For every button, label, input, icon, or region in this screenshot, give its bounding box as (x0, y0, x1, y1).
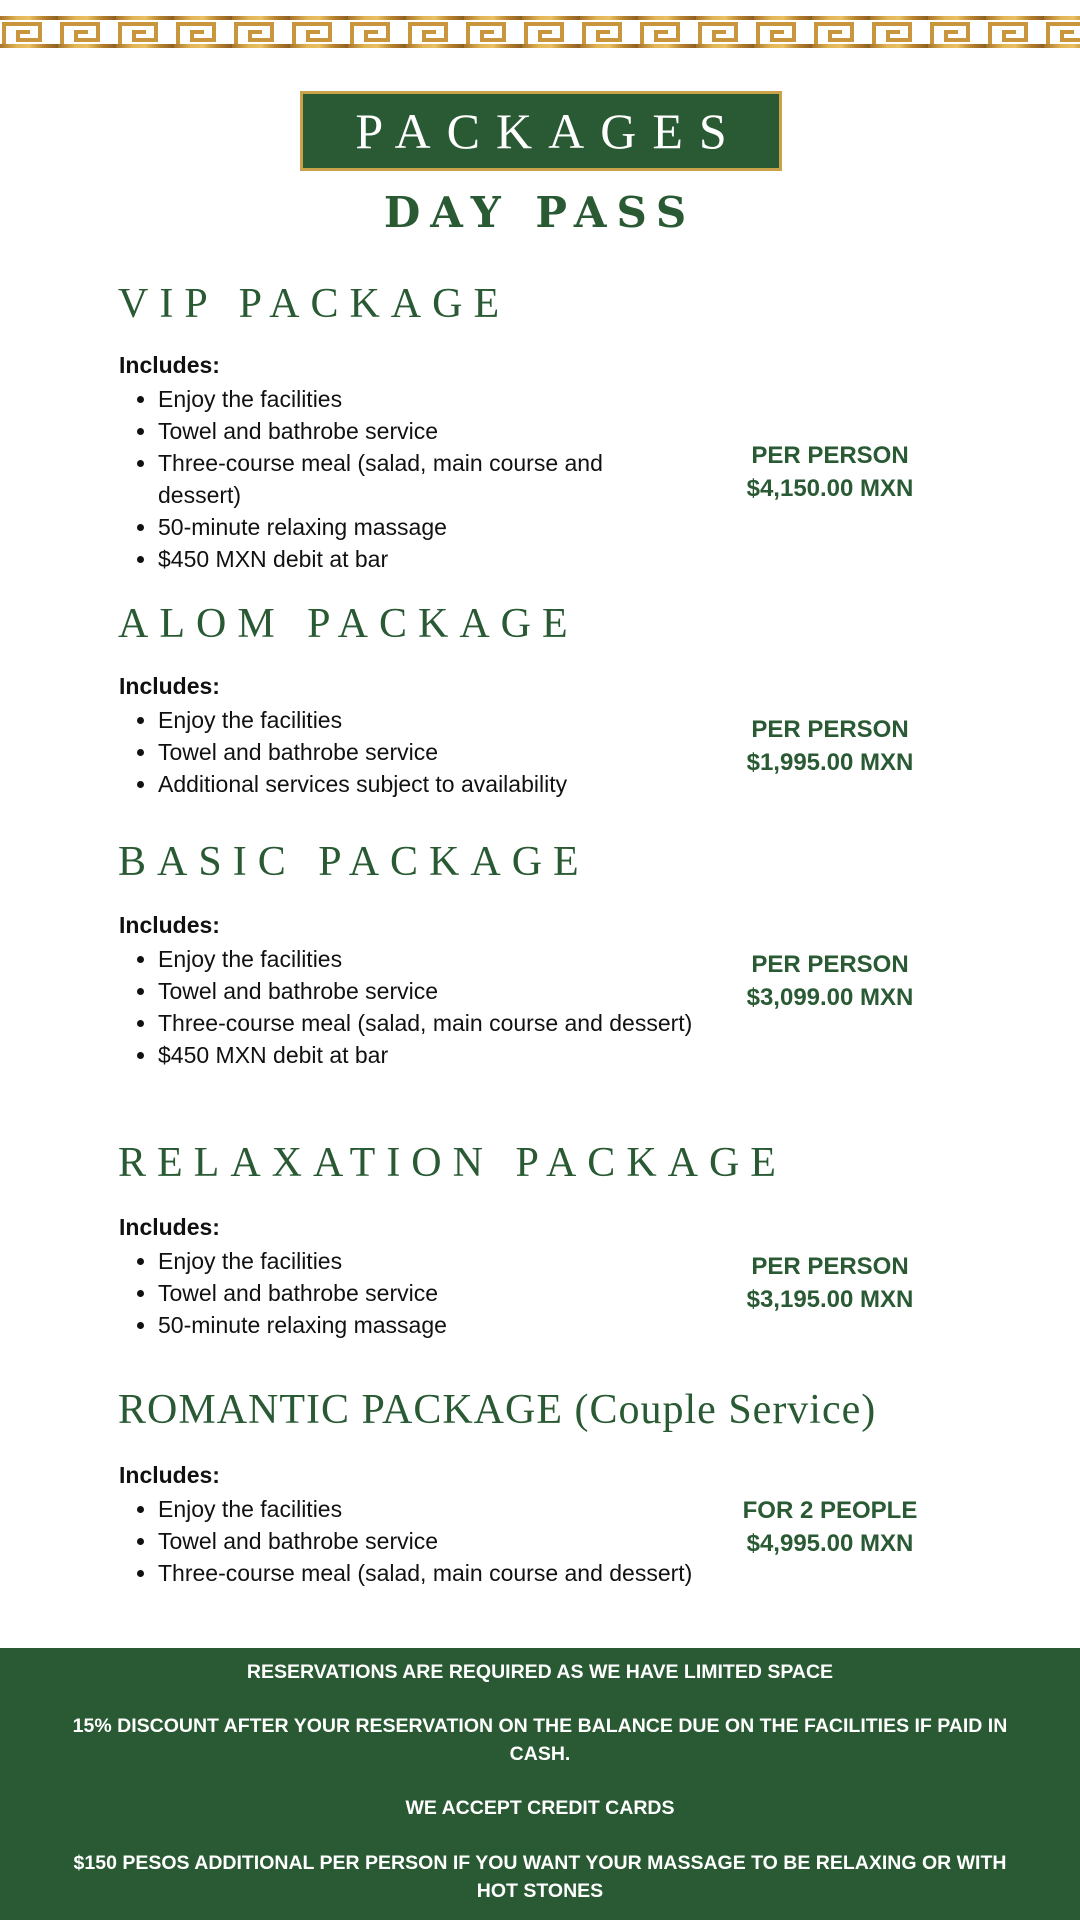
price-label: PER PERSON (751, 442, 909, 469)
price-value: $3,195.00 MXN (746, 1286, 914, 1313)
package-title-alom: ALOM PACKAGE (118, 601, 579, 647)
list-item: • Additional services subject to availability (158, 768, 718, 800)
package-items-basic (119, 943, 778, 1071)
price-block-basic (710, 948, 950, 1014)
includes-label: Includes: (119, 912, 220, 938)
price-value: $3,099.00 MXN (746, 984, 914, 1011)
price-block-vip (710, 439, 950, 505)
package-items-vip (119, 383, 678, 575)
includes-label: Includes: (119, 1214, 220, 1240)
list-item: • $450 MXN debit at bar (158, 1039, 778, 1071)
price-block-relaxation (710, 1250, 950, 1316)
list-item: • Enjoy the facilities (158, 1493, 778, 1525)
list-item: • Towel and bathrobe service (158, 415, 678, 447)
includes-label: Includes: (119, 352, 220, 378)
list-item: • Towel and bathrobe service (158, 736, 718, 768)
includes-label: Includes: (119, 673, 220, 699)
price-value: $4,150.00 MXN (746, 475, 914, 502)
package-items-relaxation (119, 1245, 718, 1341)
price-label: PER PERSON (751, 951, 909, 978)
list-item: • Enjoy the facilities (158, 1245, 718, 1277)
list-item: • Enjoy the facilities (158, 704, 718, 736)
price-label: FOR 2 PEOPLE (742, 1497, 918, 1524)
price-value: $1,995.00 MXN (746, 749, 914, 776)
package-items-romantic (119, 1493, 778, 1589)
package-items-alom (119, 704, 718, 800)
list-item: • Towel and bathrobe service (158, 1277, 718, 1309)
list-item: • Three-course meal (salad, main course and dessert) (158, 1557, 778, 1589)
list-item: • Three-course meal (salad, main course and dessert) (158, 447, 678, 511)
package-title-basic: BASIC PACKAGE (118, 839, 590, 885)
package-title-vip: VIP PACKAGE (118, 281, 511, 327)
package-title-romantic: ROMANTIC PACKAGE (Couple Service) (118, 1387, 877, 1433)
package-title-relaxation: RELAXATION PACKAGE (118, 1140, 787, 1186)
list-item: • 50-minute relaxing massage (158, 511, 678, 543)
price-label: PER PERSON (751, 716, 909, 743)
list-item: • Enjoy the facilities (158, 943, 778, 975)
footer-note-reservations: RESERVATIONS ARE REQUIRED AS WE HAVE LIMITED SPACE (246, 1661, 834, 1683)
list-item: • Towel and bathrobe service (158, 1525, 778, 1557)
price-value: $4,995.00 MXN (746, 1530, 914, 1557)
page-title-box (300, 91, 782, 171)
price-label: PER PERSON (751, 1253, 909, 1280)
footer-note-credit-cards: WE ACCEPT CREDIT CARDS (405, 1797, 675, 1819)
includes-label: Includes: (119, 1462, 220, 1488)
footer-note-discount: 15% DISCOUNT AFTER YOUR RESERVATION ON THE BALANCE DUE ON THE FACILITIES IF PAID IN CASH. (72, 1715, 1008, 1765)
footer-note-massage: $150 PESOS ADDITIONAL PER PERSON IF YOU WANT YOUR MASSAGE TO BE RELAXING OR WITH HOT STONES (73, 1852, 1007, 1902)
greek-key-border (0, 10, 1080, 54)
page-subtitle: DAY PASS (383, 188, 697, 237)
price-block-alom (710, 713, 950, 779)
page-title: PACKAGES (355, 103, 743, 159)
list-item: • Enjoy the facilities (158, 383, 678, 415)
footer-notes (0, 1648, 1080, 1920)
list-item: • Towel and bathrobe service (158, 975, 778, 1007)
list-item: • Three-course meal (salad, main course and dessert) (158, 1007, 778, 1039)
list-item: • $450 MXN debit at bar (158, 543, 678, 575)
price-block-romantic (710, 1494, 950, 1560)
list-item: • 50-minute relaxing massage (158, 1309, 718, 1341)
